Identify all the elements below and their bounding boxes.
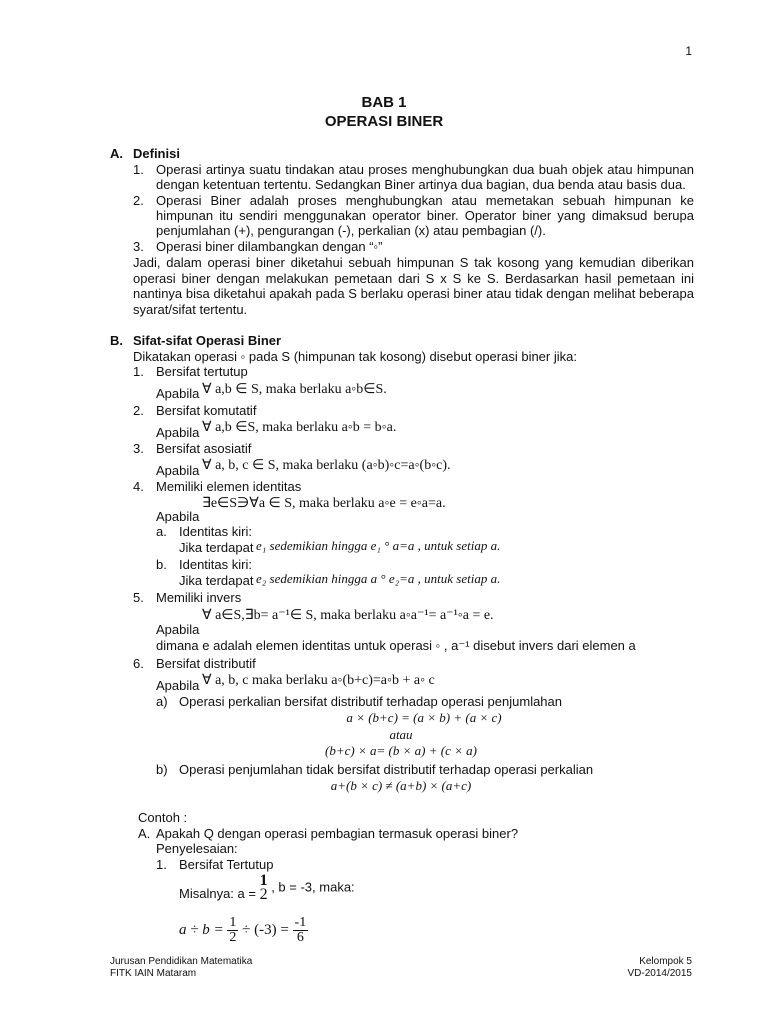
calc-fraction-2-numerator: -1	[294, 915, 307, 930]
calc-fraction-1-denominator: 2	[229, 930, 237, 945]
example-a-question: Apakah Q dengan operasi pembagian termasuk operasi biner?	[156, 826, 519, 841]
property-2-number: 2.	[133, 403, 144, 418]
definition-item-1-number: 1.	[133, 162, 144, 177]
property-3-number: 3.	[133, 441, 144, 456]
page-number: 1	[685, 44, 692, 58]
distributive-a-text: Operasi perkalian bersifat distributif terhadap operasi penjumlahan	[179, 694, 562, 709]
property-3-formula: ∀ a, b, c ∈ S, maka berlaku (a◦b)◦c=a◦(b◦c).	[202, 458, 451, 473]
property-2-apabila: Apabila	[156, 425, 200, 440]
property-5-note: dimana e adalah elemen identitas untuk operasi ◦ , a⁻¹ disebut invers dari elemen a	[156, 638, 636, 653]
calc-mid: ÷ (-3) =	[242, 921, 289, 938]
identity-right-title: Identitas kiri:	[179, 557, 252, 572]
section-a-heading: Definisi	[133, 146, 180, 161]
property-1-apabila: Apabila	[156, 386, 200, 401]
calc-fraction-2	[293, 916, 309, 945]
property-2-title: Bersifat komutatif	[156, 403, 257, 418]
property-4-number: 4.	[133, 479, 144, 494]
a-fraction-denominator: 2	[259, 886, 268, 903]
property-6-formula: ∀ a, b, c maka berlaku a◦(b+c)=a◦b + a◦ c	[202, 673, 435, 688]
property-4-apabila: Apabila	[156, 509, 200, 524]
property-4-formula: ∃e∈S∋∀a ∈ S, maka berlaku a◦e = e◦a=a.	[202, 496, 446, 511]
identity-right-prefix: Jika terdapat	[179, 573, 254, 588]
definition-item-3-text: Operasi biner dilambangkan dengan “◦”	[156, 239, 383, 254]
distributive-b-marker: b)	[156, 762, 168, 777]
property-6-title: Bersifat distributif	[156, 656, 256, 671]
property-6-apabila: Apabila	[156, 678, 200, 693]
property-5-number: 5.	[133, 590, 144, 605]
identity-left-title: Identitas kiri:	[179, 524, 252, 539]
distributive-a-marker: a)	[156, 694, 168, 709]
section-a-marker: A.	[110, 146, 123, 161]
example-step-title: Bersifat Tertutup	[179, 857, 274, 872]
property-2-formula: ∀ a,b ∈S, maka berlaku a◦b = b◦a.	[202, 420, 397, 435]
a-fraction-numerator: 1	[259, 872, 268, 889]
definition-item-2-text: Operasi Biner adalah proses menghubungkan atau memetakan sebuah himpunan ke himpunan itu sendiri menggunakan operator biner. Operator biner yang dimaksud berupa penjumlahan (+), pengurangan (-), perkalian (x) atau pembagian (/).	[156, 193, 694, 238]
property-3-title: Bersifat asosiatif	[156, 441, 252, 456]
section-b-marker: B.	[110, 333, 123, 348]
chapter-title: BAB 1	[361, 94, 407, 111]
distributive-b-text: Operasi penjumlahan tidak bersifat distributif terhadap operasi perkalian	[179, 762, 594, 777]
distributive-a-equation-2: (b+c) × a= (b × a) + (c × a)	[325, 743, 477, 758]
footer-left	[110, 956, 252, 980]
calc-fraction-1	[227, 916, 238, 945]
identity-left-prefix: Jika terdapat	[179, 540, 254, 555]
property-5-formula: ∀ a∈S,∃b= a⁻¹∈ S, maka berlaku a◦a⁻¹= a⁻¹◦a = e.	[202, 608, 494, 623]
distributive-a-atau: atau	[389, 727, 413, 742]
property-3-apabila: Apabila	[156, 463, 200, 478]
property-1-number: 1.	[133, 364, 144, 379]
identity-right-marker: b.	[156, 557, 167, 572]
a-fraction	[260, 874, 268, 902]
section-b-heading: Sifat-sifat Operasi Biner	[133, 333, 282, 348]
property-1-title: Bersifat tertutup	[156, 364, 248, 379]
property-5-title: Memiliki invers	[156, 590, 242, 605]
section-a-paragraph: Jadi, dalam operasi biner diketahui sebuah himpunan S tak kosong yang kemudian diberikan operasi biner dengan melakukan pemetaan dari S x S ke S. Berdasarkan hasil pemetaan ini nantinya bisa diketahui apakah pada S berlaku operasi biner atau tidak dengan melihat beberapa syarat/sifat tertentu.	[133, 255, 694, 317]
calc-lhs: a ÷ b =	[179, 921, 224, 938]
calc-fraction-2-denominator: 6	[296, 930, 304, 945]
chapter-subtitle: OPERASI BINER	[324, 113, 444, 130]
distributive-a-equation-1: a × (b+c) = (a × b) + (a × c)	[346, 710, 502, 725]
footer-code: VD-2014/2015	[627, 968, 692, 979]
misalnya-prefix: Misalnya: a =	[179, 886, 256, 901]
footer-group: Kelompok 5	[639, 956, 692, 967]
definition-item-3-number: 3.	[133, 239, 144, 254]
definition-item-2-number: 2.	[133, 193, 144, 208]
example-calculation	[179, 916, 308, 945]
property-1-formula: ∀ a,b ∈ S, maka berlaku a◦b∈S.	[202, 382, 387, 397]
definition-item-1-text: Operasi artinya suatu tindakan atau proses menghubungkan dua buah objek atau himpunan dengan ketentuan tertentu. Sedangkan Biner artinya dua bagian, dua benda atau basis dua.	[156, 162, 694, 192]
example-a-marker: A.	[138, 826, 151, 841]
property-6-number: 6.	[133, 656, 144, 671]
property-5-apabila: Apabila	[156, 622, 200, 637]
example-label: Contoh :	[138, 810, 188, 825]
identity-left-marker: a.	[156, 524, 167, 539]
example-misalnya	[179, 874, 355, 902]
identity-left-formula: e₁ sedemikian hingga e₁ ° a=a , untuk setiap a.	[256, 538, 501, 553]
calc-fraction-1-numerator: 1	[229, 915, 237, 930]
property-4-title: Memiliki elemen identitas	[156, 479, 302, 494]
footer-right	[628, 956, 693, 980]
footer-department: Jurusan Pendidikan Matematika	[110, 956, 253, 967]
identity-right-formula: e₂ sedemikian hingga a ° e₂=a , untuk setiap a.	[256, 571, 501, 586]
distributive-b-equation: a+(b × c) ≠ (a+b) × (a+c)	[330, 778, 472, 793]
section-b-intro: Dikatakan operasi ◦ pada S (himpunan tak kosong) disebut operasi biner jika:	[133, 349, 577, 364]
footer-institution: FITK IAIN Mataram	[110, 968, 197, 979]
example-step-number: 1.	[156, 857, 167, 872]
misalnya-suffix: , b = -3, maka:	[271, 879, 355, 895]
example-penyelesaian: Penyelesaian:	[156, 841, 238, 856]
